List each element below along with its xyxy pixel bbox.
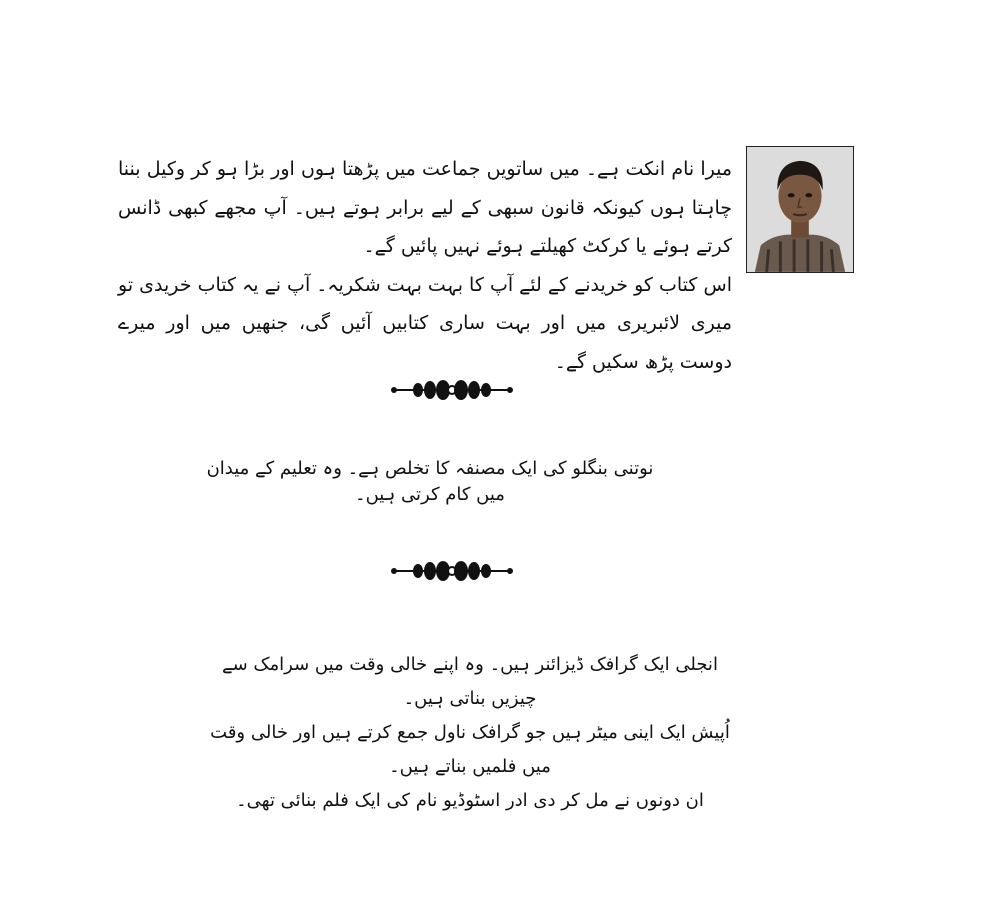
author-bio: نوتنی بنگلو کی ایک مصنفہ کا تخلص ہے۔ وہ تعلیم کے میدان میں کام کرتی ہیں۔ xyxy=(206,458,654,505)
boy-portrait-icon xyxy=(747,147,853,272)
ornament-divider-bottom xyxy=(390,557,514,585)
intro-paragraph-2: اس کتاب کو خریدنے کے لئے آپ کا بہت بہت شکریہ۔ آپ نے یہ کتاب خریدی تو میری لائبریری میں اور بہت ساری کتابیں آئیں گی، جنھیں میں اور میرے دوست پڑھ سکیں گے۔ xyxy=(118,273,732,373)
illustrator-line-3: ان دونوں نے مل کر دی ادر اسٹوڈیو نام کی ایک فلم بنائی تھی۔ xyxy=(236,790,704,811)
ornament-divider-top xyxy=(390,376,514,404)
illustrators-bio xyxy=(200,648,740,818)
intro-text xyxy=(118,150,732,381)
decorative-divider-icon xyxy=(390,376,514,404)
illustrator-line-1: انجلی ایک گرافک ڈیزائنر ہیں۔ وہ اپنے خالی وقت میں سرامک سے چیزیں بناتی ہیں۔ xyxy=(222,654,718,709)
decorative-divider-icon xyxy=(390,557,514,585)
portrait-photo xyxy=(746,146,854,273)
intro-paragraph-1: میرا نام انکت ہے۔ میں ساتویں جماعت میں پڑھتا ہوں اور بڑا ہو کر وکیل بننا چاہتا ہوں کیونکہ قانون سبھی کے لیے برابر ہوتے ہیں۔ آپ مجھے کبھی ڈانس کرتے ہوئے یا کرکٹ کھیلتے ہوئے نہیں پائیں گے۔ xyxy=(118,158,732,257)
illustrator-line-2: اُپیش ایک اینی میٹر ہیں جو گرافک ناول جمع کرتے ہیں اور خالی وقت میں فلمیں بناتے ہیں۔ xyxy=(210,722,730,777)
